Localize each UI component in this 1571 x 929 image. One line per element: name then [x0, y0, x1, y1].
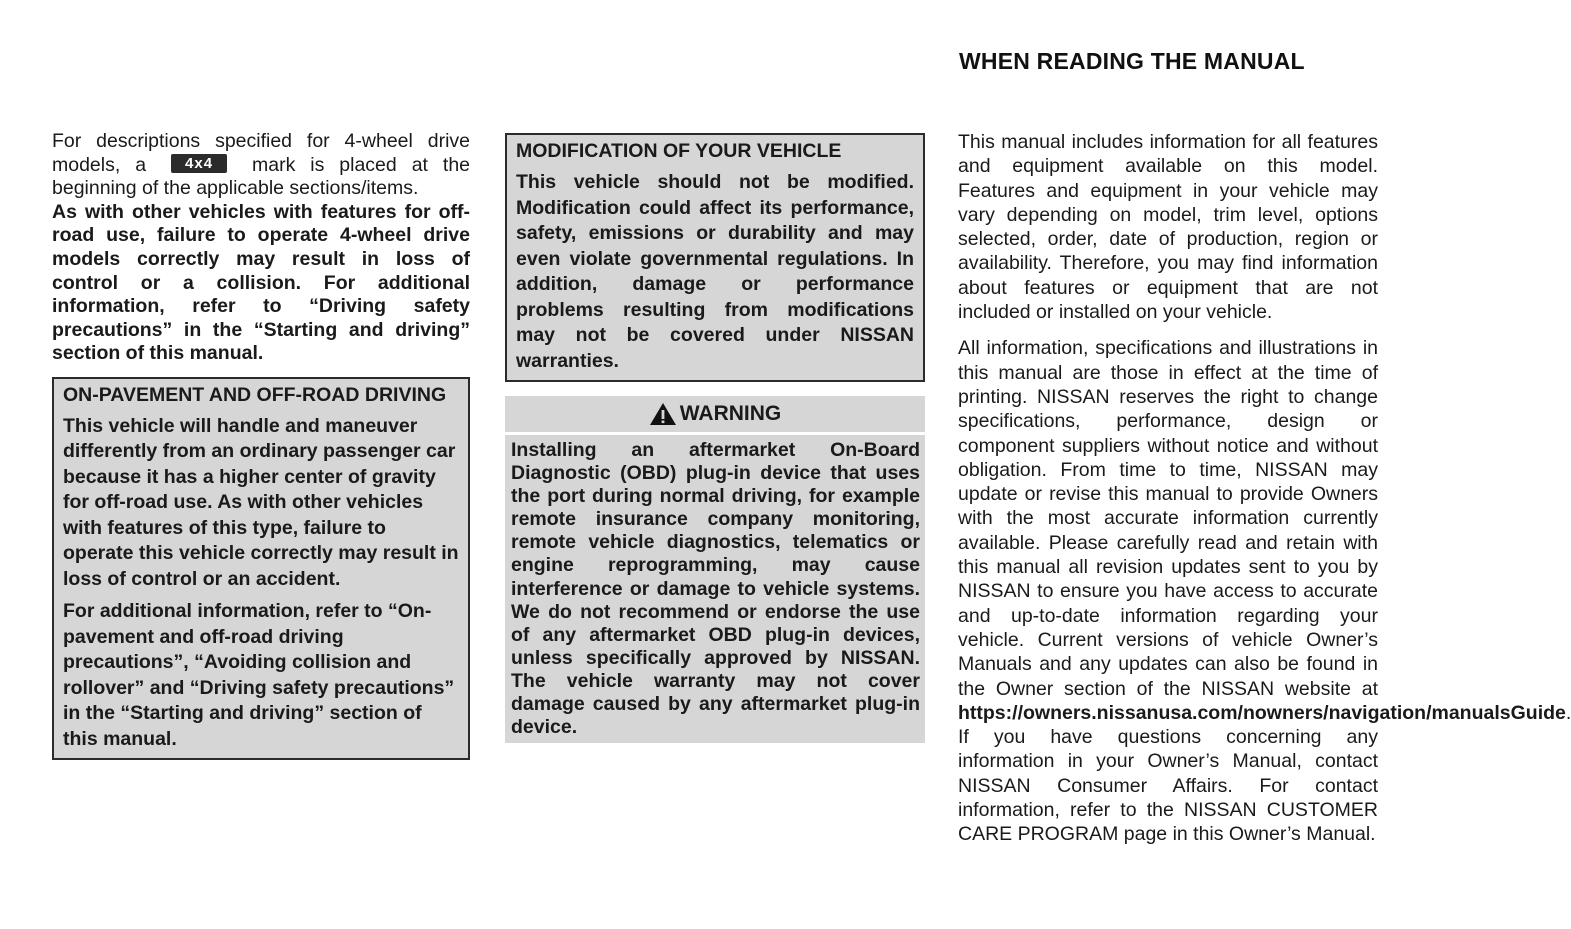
warning-header: [505, 396, 925, 435]
intro-4wd-paragraph: [52, 130, 470, 201]
modification-box-title: MODIFICATION OF YOUR VEHICLE: [516, 140, 842, 162]
warning-body: [505, 435, 925, 743]
4wd-bold-warning: As with other vehicles with features for off-road use, failure to operate 4-wheel drive models correctly may result in loss of control or a collision. For additional information, refer to “Driving safety precautions” in the “Starting and driving” section of this manual.: [52, 200, 470, 365]
warning-triangle-icon: [649, 402, 677, 426]
on-pavement-box-para1: This vehicle will handle and maneuver differently from an ordinary passenger car because it has a higher center of gravity for off-road use. As with other vehicles with features of this type, failure to operate this vehicle correctly may result in loss of control or an accident.: [63, 414, 459, 590]
4x4-mark-icon: 4x4: [171, 154, 227, 173]
warning-block: [505, 396, 925, 743]
owners-manual-link[interactable]: https://owners.nissanusa.com/nowners/navigation/manualsGuide: [958, 701, 1566, 724]
left-column: [52, 130, 470, 760]
warning-body-text: Installing an aftermarket On-Board Diagnostic (OBD) plug-in device that uses the port during normal driving, for example remote insurance company monitoring, remote vehicle diagnostics, telematics or engine reprogramming, may cause interference or damage to vehicle systems. We do not recommend or endorse the use of any aftermarket OBD plug-in devices, unless specifically approved by NISSAN. The vehicle warranty may not cover damage caused by any aftermarket plug-in device.: [511, 439, 920, 739]
information-text-after: . If you have questions concerning any information in your Owner’s Manual, contact NISSAN Consumer Affairs. For contact information, refer to the NISSAN CUSTOMER CARE PROGRAM page in this Owner’s Manual.: [958, 701, 1571, 846]
on-pavement-box-title: ON-PAVEMENT AND OFF-ROAD DRIVING: [63, 383, 447, 406]
middle-column: [505, 133, 925, 743]
information-paragraph: [958, 336, 1571, 846]
warning-title: WARNING: [679, 402, 782, 425]
features-paragraph: This manual includes information for all features and equipment available on this model. Features and equipment in your vehicle may vary depending on model, trim level, options selected, order, date of production, region or availability. Therefore, you may find information about features or equipment that are not included or installed on your vehicle.: [958, 131, 1378, 324]
modification-box-body: This vehicle should not be modified. Modification could affect its performance, safety, emissions or durability and may even violate governmental regulations. In addition, damage or performance problems resulting from modifications may not be covered under NISSAN warranties.: [516, 171, 914, 372]
on-pavement-box-para2: For additional information, refer to “On-pavement and off-road driving precautions”, “Avoiding collision and rollover” and “Driving safety precautions” in the “Starting and driving” section of this manual.: [63, 600, 455, 750]
page-header: WHEN READING THE MANUAL: [959, 48, 1305, 74]
modification-box: [505, 133, 925, 382]
right-column: [958, 130, 1571, 847]
on-pavement-caution-box: [52, 377, 470, 761]
intro-text-before: For descriptions specified for 4-wheel drive models, a: [52, 130, 470, 176]
information-text-before: All information, specifications and illustrations in this manual are those in effect at the time of printing. NISSAN reserves the right to change specifications, performance, design or component suppliers without notice and without obligation. From time to time, NISSAN may update or revise this manual to provide Owners with the most accurate information currently available. Please carefully read and retain with this manual all revision updates sent to you by NISSAN to ensure you have access to accurate and up-to-date information regarding your vehicle. Current versions of vehicle Owner’s Manuals and any updates can also be found in the Owner section of the NISSAN website at: [958, 337, 1378, 700]
intro-text-after: mark is placed at the beginning of the applicable sections/items.: [52, 153, 471, 200]
